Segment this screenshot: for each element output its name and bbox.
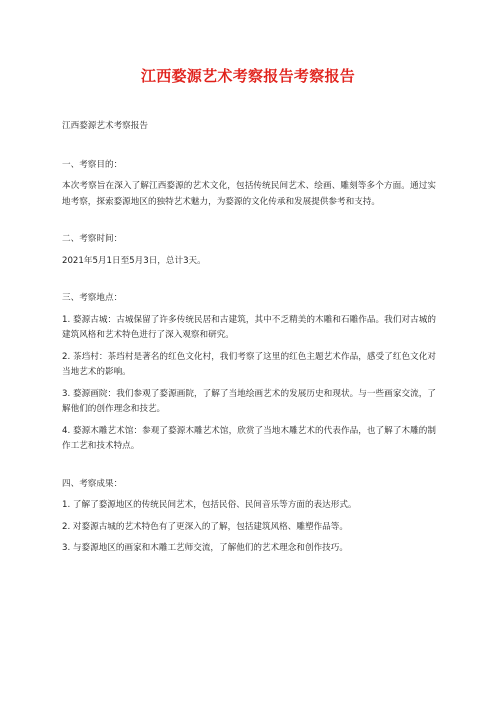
document-body [62,119,436,563]
list-item: 1. 婺源古城：古城保留了许多传统民居和古建筑，其中不乏精美的木雕和石雕作品。我们对古城的建筑风格和艺术特色进行了深入观察和研究。 [62,314,436,340]
list-item: 2. 对婺源古城的艺术特色有了更深入的了解，包括建筑风格、雕塑作品等。 [62,521,348,532]
list-item: 3. 婺源画院：我们参观了婺源画院，了解了当地绘画艺术的发展历史和现状。与一些画家交流，了解他们的创作理念和技艺。 [62,388,436,414]
section-heading-results: 四、考察成果： [62,478,123,489]
section-paragraph: 2021年5月1日至5月3日，总计3天。 [62,255,206,266]
document-title: 江西婺源艺术考察报告考察报告 [140,67,356,85]
section-heading-time: 二、考察时间： [62,234,123,244]
list-item: 1. 了解了婺源地区的传统民间艺术，包括民俗、民间音乐等方面的表达形式。 [62,500,357,510]
section-heading-purpose: 一、考察目的： [62,159,123,170]
list-item: 4. 婺源木雕艺术馆：参观了婺源木雕艺术馆，欣赏了当地木雕艺术的代表作品，也了解了木雕的制作工艺和技术特点。 [62,425,436,451]
list-item: 3. 与婺源地区的画家和木雕工艺师交流，了解他们的艺术理念和创作技巧。 [62,543,348,553]
section-paragraph: 本次考察旨在深入了解江西婺源的艺术文化，包括传统民间艺术、绘画、雕刻等多个方面。通过实地考察，探索婺源地区的独特艺术魅力，为婺源的文化传承和发展提供参考和支持。 [62,181,436,207]
section-heading-location: 三、考察地点： [62,293,123,303]
list-item: 2. 茶垱村：茶垱村是著名的红色文化村，我们考察了这里的红色主题艺术作品，感受了红色文化对当地艺术的影响。 [62,351,436,377]
document-subtitle: 江西婺源艺术考察报告 [62,121,148,131]
